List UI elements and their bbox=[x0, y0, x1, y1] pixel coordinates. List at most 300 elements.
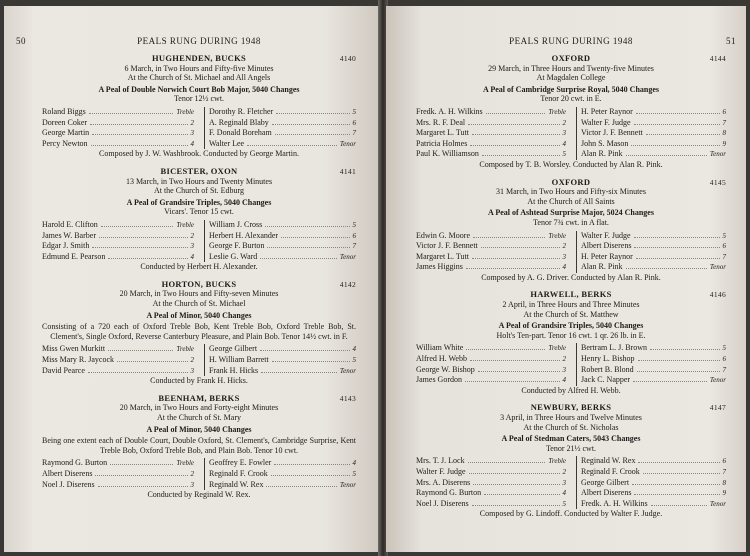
bell-number: 2 bbox=[562, 467, 566, 476]
entries bbox=[416, 54, 726, 519]
bell-number: Treble bbox=[176, 345, 194, 354]
bell-number: 8 bbox=[722, 478, 726, 487]
bell-number: 2 bbox=[190, 469, 194, 478]
peal-number: 4143 bbox=[339, 393, 356, 403]
bell-number: 6 bbox=[352, 118, 356, 127]
leader-dots bbox=[98, 486, 188, 487]
ringer-row bbox=[209, 252, 356, 263]
ringer-name: Reginald W. Rex bbox=[209, 479, 264, 489]
ringers-left bbox=[416, 231, 566, 273]
peal-title: A Peal of Stedman Caters, 5043 Changes bbox=[501, 434, 641, 444]
leader-dots bbox=[101, 226, 174, 227]
ringer-name: Frank H. Hicks bbox=[209, 365, 259, 375]
leader-dots bbox=[632, 484, 719, 485]
peal-entry bbox=[42, 394, 356, 500]
ringers-right bbox=[576, 107, 726, 160]
leader-dots bbox=[89, 113, 174, 114]
bell-number: 7 bbox=[722, 252, 726, 261]
peal-title: A Peal of Minor, 5040 Changes bbox=[146, 310, 252, 320]
peal-credits: Conducted by Frank H. Hicks. bbox=[150, 376, 248, 386]
ringer-row bbox=[416, 262, 566, 273]
leader-dots bbox=[92, 134, 187, 135]
ringer-row bbox=[416, 365, 566, 376]
peal-title: A Peal of Minor, 5040 Changes bbox=[146, 424, 252, 434]
leader-dots bbox=[260, 350, 349, 351]
ringers-right bbox=[576, 456, 726, 509]
ringer-row bbox=[581, 128, 726, 139]
peal-credits: Composed by T. B. Worsley. Conducted by Alan R. Pink. bbox=[479, 159, 663, 169]
leader-dots bbox=[637, 371, 720, 372]
leader-dots bbox=[634, 247, 719, 248]
ringer-row bbox=[416, 231, 566, 242]
bell-number: 6 bbox=[722, 457, 726, 466]
peal-tenor: Tenor 12½ cwt. bbox=[173, 94, 225, 104]
peal-church: At the Church of St. Matthew bbox=[523, 309, 619, 319]
ringer-name: Robert B. Blond bbox=[581, 364, 634, 374]
ringer-name: William J. Cross bbox=[209, 219, 263, 229]
ringer-row bbox=[581, 107, 726, 118]
place-name: HARWELL, BERKS bbox=[530, 289, 612, 300]
place-name: NEWBURY, BERKS bbox=[530, 402, 612, 413]
ringer-name: Roland Biggs bbox=[42, 106, 86, 116]
leader-dots bbox=[274, 464, 349, 465]
ringer-name: Miss Mary R. Jaycock bbox=[42, 355, 114, 365]
ringer-name: Noel J. Diserens bbox=[42, 479, 95, 489]
ringer-row bbox=[209, 118, 356, 129]
ringer-name: Albert Diserens bbox=[581, 488, 632, 498]
bell-number: 3 bbox=[562, 365, 566, 374]
ringer-row bbox=[209, 344, 356, 355]
peal-number: 4146 bbox=[709, 290, 726, 300]
leader-dots bbox=[470, 145, 559, 146]
leader-dots bbox=[271, 475, 350, 476]
bell-number: 3 bbox=[190, 480, 194, 489]
bell-number: 4 bbox=[562, 489, 566, 498]
ringer-row bbox=[581, 467, 726, 478]
ringer-name: James Gordon bbox=[416, 375, 462, 385]
ringer-name: Mrs. A. Diserens bbox=[416, 477, 471, 487]
peal-date: 6 March, in Two Hours and Fifty-five Minutes bbox=[124, 63, 274, 73]
ringer-row bbox=[416, 456, 566, 467]
ringer-row bbox=[42, 241, 194, 252]
bell-number: 2 bbox=[190, 231, 194, 240]
bell-number: 2 bbox=[562, 118, 566, 127]
leader-dots bbox=[266, 486, 336, 487]
bell-number: 3 bbox=[190, 366, 194, 375]
bell-number: 3 bbox=[562, 129, 566, 138]
ringer-name: Walter F. Judge bbox=[581, 117, 631, 127]
bell-number: 4 bbox=[352, 459, 356, 468]
leader-dots bbox=[651, 505, 707, 506]
place-name: BICESTER, OXON bbox=[160, 165, 238, 176]
ringer-row bbox=[581, 241, 726, 252]
ringers-left bbox=[42, 107, 194, 149]
leader-dots bbox=[261, 372, 337, 373]
peal-place bbox=[42, 167, 356, 177]
leader-dots bbox=[466, 268, 560, 269]
ringers-left bbox=[42, 220, 194, 262]
running-head bbox=[416, 36, 736, 50]
bell-number: 4 bbox=[562, 376, 566, 385]
leader-dots bbox=[638, 462, 719, 463]
ringer-row bbox=[581, 375, 726, 386]
leader-dots bbox=[634, 237, 720, 238]
ringer-name: Dorothy R. Fletcher bbox=[209, 106, 274, 116]
ringer-row bbox=[581, 262, 726, 273]
bell-number: Tenor bbox=[709, 499, 726, 508]
peal-place bbox=[42, 394, 356, 404]
ringer-row bbox=[416, 488, 566, 499]
ringer-name: H. William Barrett bbox=[209, 355, 269, 365]
leader-dots bbox=[90, 124, 187, 125]
ringer-name: Doreen Coker bbox=[42, 117, 88, 127]
leader-dots bbox=[247, 145, 337, 146]
peal-place bbox=[416, 178, 726, 188]
leader-dots bbox=[275, 134, 350, 135]
bell-number: 6 bbox=[352, 231, 356, 240]
peal-date: 13 March, in Two Hours and Twenty Minutes bbox=[125, 176, 273, 186]
bell-number: 7 bbox=[352, 242, 356, 251]
bell-number: 7 bbox=[722, 365, 726, 374]
ringer-name: Raymond G. Burton bbox=[416, 488, 482, 498]
ringer-name: Noel J. Diserens bbox=[416, 498, 469, 508]
ringer-row bbox=[209, 220, 356, 231]
peal-church: At the Church of St. Edburg bbox=[153, 186, 245, 196]
peal-credits: Conducted by Herbert H. Alexander. bbox=[140, 262, 258, 272]
ringer-row bbox=[581, 343, 726, 354]
leader-dots bbox=[108, 350, 173, 351]
ringer-row bbox=[581, 231, 726, 242]
peal-number: 4141 bbox=[339, 166, 356, 176]
peal-place bbox=[42, 54, 356, 64]
bell-number: 6 bbox=[722, 242, 726, 251]
place-name: BEENHAM, BERKS bbox=[158, 392, 240, 403]
bell-number: 7 bbox=[352, 129, 356, 138]
leader-dots bbox=[272, 361, 350, 362]
leader-dots bbox=[638, 360, 720, 361]
bell-number: 3 bbox=[562, 252, 566, 261]
bell-number: 6 bbox=[722, 355, 726, 364]
bell-number: 5 bbox=[352, 356, 356, 365]
leader-dots bbox=[91, 145, 188, 146]
ringer-name: Victor J. F. Bennett bbox=[581, 128, 643, 138]
leader-dots bbox=[110, 464, 173, 465]
ringer-row bbox=[42, 231, 194, 242]
peal-credits: Composed by A. G. Driver. Conducted by Alan R. Pink. bbox=[481, 272, 661, 282]
leader-dots bbox=[260, 258, 337, 259]
peal-title: A Peal of Double Norwich Court Bob Major, 5040 Changes bbox=[98, 84, 300, 94]
ringer-name: Paul K. Williamson bbox=[416, 149, 479, 159]
peal-date: 29 March, in Three Hours and Twenty-five Minutes bbox=[488, 63, 654, 73]
ringers-right bbox=[204, 458, 356, 490]
leader-dots bbox=[626, 268, 707, 269]
peal-credits: Conducted by Alfred H. Webb. bbox=[521, 385, 621, 395]
bell-number: Treble bbox=[176, 220, 194, 229]
peal-number: 4144 bbox=[709, 54, 726, 63]
leader-dots bbox=[117, 361, 188, 362]
ringer-name: Walter F. Judge bbox=[416, 466, 466, 476]
peal-credits: Conducted by Reginald W. Rex. bbox=[147, 490, 251, 500]
peal-number: 4145 bbox=[709, 177, 726, 187]
ringer-name: Margaret L. Tutt bbox=[416, 128, 469, 138]
ringer-name: Margaret L. Tutt bbox=[416, 251, 469, 261]
peal-date: 31 March, in Two Hours and Fifty-six Minutes bbox=[496, 187, 646, 197]
leader-dots bbox=[646, 134, 720, 135]
place-name: HORTON, BUCKS bbox=[161, 278, 237, 289]
ringer-row bbox=[416, 107, 566, 118]
ringer-name: Fredk. A. H. Wilkins bbox=[416, 106, 483, 116]
leader-dots bbox=[265, 226, 349, 227]
peal-description: Consisting of a 720 each of Oxford Treble Bob, Kent Treble Bob, Oxford Treble Bob, St. Clement's, Single Oxford, Reverse Canterbury Pleasure, and Plain Bob. Tenor 14½ cwt. in F. bbox=[42, 322, 356, 341]
ringer-row bbox=[416, 139, 566, 150]
leader-dots bbox=[643, 473, 720, 474]
leader-dots bbox=[281, 237, 349, 238]
bell-number: 5 bbox=[352, 107, 356, 116]
ringer-row bbox=[209, 458, 356, 469]
ringer-name: Harold E. Clifton bbox=[42, 219, 98, 229]
ringer-name: George Gilbert bbox=[581, 477, 630, 487]
left-page bbox=[4, 6, 380, 552]
bell-number: 3 bbox=[190, 129, 194, 138]
leader-dots bbox=[468, 124, 559, 125]
bell-number: 6 bbox=[722, 107, 726, 116]
leader-dots bbox=[472, 505, 560, 506]
ringer-name: Jack C. Napper bbox=[581, 375, 631, 385]
ringers-left bbox=[416, 456, 566, 509]
ringer-name: Mrs. R. F. Deal bbox=[416, 117, 466, 127]
running-head-title: PEALS RUNG DURING 1948 bbox=[509, 36, 633, 46]
ringer-name: Miss Gwen Murkitt bbox=[42, 344, 106, 354]
bell-number: 5 bbox=[352, 469, 356, 478]
ringers-right bbox=[576, 231, 726, 273]
ringer-grid bbox=[416, 107, 726, 160]
ringer-row bbox=[209, 128, 356, 139]
ringer-name: Edwin G. Moore bbox=[416, 230, 470, 240]
ringer-row bbox=[42, 480, 194, 491]
bell-number: Tenor bbox=[709, 263, 726, 272]
leader-dots bbox=[473, 484, 559, 485]
ringer-grid bbox=[416, 343, 726, 385]
leader-dots bbox=[472, 134, 560, 135]
ringer-name: Raymond G. Burton bbox=[42, 458, 108, 468]
ringer-name: Geoffrey E. Fowler bbox=[209, 458, 272, 468]
ringer-row bbox=[42, 107, 194, 118]
bell-number: 5 bbox=[562, 150, 566, 159]
bell-number: 2 bbox=[190, 356, 194, 365]
leader-dots bbox=[99, 237, 188, 238]
peal-church: At the Church of St. Michael bbox=[152, 299, 246, 309]
bell-number: 4 bbox=[190, 252, 194, 261]
peal-tenor: Vicars'. Tenor 15 cwt. bbox=[164, 207, 234, 217]
entries bbox=[42, 54, 356, 500]
peal-church: At Magdalen College bbox=[536, 73, 606, 83]
ringer-row bbox=[581, 139, 726, 150]
ringer-grid bbox=[416, 231, 726, 273]
peal-description: Being one extent each of Double Court, Double Oxford, St. Clement's, Cambridge Surprise, Kent Treble Bob, Oxford Treble Bob, and Plain Bob. Tenor 10 cwt. bbox=[42, 436, 356, 455]
ringer-row bbox=[42, 344, 194, 355]
ringer-row bbox=[209, 469, 356, 480]
ringer-name: Walter Lee bbox=[209, 138, 245, 148]
bell-number: 7 bbox=[722, 467, 726, 476]
ringer-name: Walter F. Judge bbox=[581, 230, 631, 240]
bell-number: 3 bbox=[190, 242, 194, 251]
bell-number: 9 bbox=[722, 139, 726, 148]
peal-date: 20 March, in Two Hours and Forty-eight Minutes bbox=[119, 403, 279, 413]
ringer-row bbox=[416, 128, 566, 139]
ringers-left bbox=[416, 107, 566, 160]
ringer-grid bbox=[42, 220, 356, 262]
bell-number: 8 bbox=[722, 129, 726, 138]
peal-place bbox=[416, 403, 726, 413]
peal-date: 2 April, in Three Hours and Three Minutes bbox=[502, 300, 640, 310]
ringer-name: Edmund E. Pearson bbox=[42, 251, 106, 261]
bell-number: Tenor bbox=[339, 252, 356, 261]
peal-entry bbox=[416, 290, 726, 395]
leader-dots bbox=[466, 349, 545, 350]
leader-dots bbox=[267, 247, 349, 248]
ringer-row bbox=[209, 366, 356, 377]
ringer-row bbox=[42, 118, 194, 129]
leader-dots bbox=[481, 247, 560, 248]
ringer-row bbox=[209, 241, 356, 252]
ringer-name: Bertram L. J. Brown bbox=[581, 343, 647, 353]
ringer-grid bbox=[42, 107, 356, 149]
bell-number: Treble bbox=[548, 457, 566, 466]
ringers-right bbox=[204, 344, 356, 376]
ringer-row bbox=[581, 118, 726, 129]
ringer-name: Alan R. Pink bbox=[581, 262, 623, 272]
ringers-right bbox=[576, 343, 726, 385]
ringer-name: Fredk. A. H. Wilkins bbox=[581, 498, 648, 508]
leader-dots bbox=[468, 462, 546, 463]
peal-tenor: Tenor 20 cwt. in E. bbox=[540, 94, 602, 104]
bell-number: Treble bbox=[548, 344, 566, 353]
place-name: OXFORD bbox=[551, 53, 591, 63]
ringer-name: Victor J. F. Bennett bbox=[416, 241, 478, 251]
peal-number: 4140 bbox=[339, 54, 356, 63]
bell-number: 2 bbox=[562, 355, 566, 364]
leader-dots bbox=[478, 371, 560, 372]
leader-dots bbox=[631, 145, 719, 146]
peal-place bbox=[42, 280, 356, 290]
ringer-row bbox=[42, 220, 194, 231]
peal-tenor: Holt's Ten-part. Tenor 16 cwt. 1 qr. 26 lb. in E. bbox=[496, 330, 646, 340]
page-number: 51 bbox=[726, 36, 736, 46]
ringer-name: Henry L. Bishop bbox=[581, 354, 635, 364]
ringer-row bbox=[209, 355, 356, 366]
page-number: 50 bbox=[16, 36, 26, 46]
bell-number: 5 bbox=[352, 220, 356, 229]
ringer-row bbox=[416, 252, 566, 263]
ringer-row bbox=[209, 139, 356, 150]
ringer-name: Albert Diserens bbox=[42, 468, 93, 478]
leader-dots bbox=[465, 381, 560, 382]
bell-number: 2 bbox=[562, 242, 566, 251]
leader-dots bbox=[92, 247, 187, 248]
leader-dots bbox=[472, 258, 560, 259]
right-page bbox=[386, 6, 746, 552]
place-name: OXFORD bbox=[551, 176, 591, 187]
ringer-row bbox=[581, 456, 726, 467]
bell-number: 3 bbox=[562, 478, 566, 487]
peal-title: A Peal of Ashtead Surprise Major, 5024 Changes bbox=[488, 208, 654, 218]
ringer-name: Herbert H. Alexander bbox=[209, 230, 279, 240]
ringer-name: James Higgins bbox=[416, 262, 463, 272]
peal-number: 4147 bbox=[709, 403, 726, 413]
bell-number: Tenor bbox=[339, 480, 356, 489]
peal-entry bbox=[416, 54, 726, 170]
bell-number: 4 bbox=[190, 139, 194, 148]
peal-entry bbox=[42, 167, 356, 272]
ringer-name: Percy Newton bbox=[42, 138, 88, 148]
peal-credits: Composed by J. W. Washbrook. Conducted by George Martin. bbox=[99, 149, 299, 159]
leader-dots bbox=[484, 494, 559, 495]
ringer-name: Patricia Holmes bbox=[416, 138, 468, 148]
bell-number: 7 bbox=[722, 118, 726, 127]
peal-tenor: Tenor 7¾ cwt. in A flat. bbox=[533, 217, 609, 227]
leader-dots bbox=[473, 237, 545, 238]
ringer-name: A. Reginald Blaby bbox=[209, 117, 269, 127]
leader-dots bbox=[482, 155, 560, 156]
ringer-name: David Pearce bbox=[42, 365, 85, 375]
ringer-row bbox=[209, 480, 356, 491]
leader-dots bbox=[486, 113, 546, 114]
ringers-left bbox=[42, 458, 194, 490]
ringers-left bbox=[42, 344, 194, 376]
ringers-right bbox=[204, 220, 356, 262]
peal-church: At the Church of St. Mary bbox=[157, 413, 241, 422]
ringer-name: John S. Mason bbox=[581, 138, 629, 148]
ringer-row bbox=[42, 252, 194, 263]
ringer-row bbox=[581, 499, 726, 510]
bell-number: 2 bbox=[190, 118, 194, 127]
ringer-row bbox=[581, 488, 726, 499]
bell-number: Tenor bbox=[339, 139, 356, 148]
peal-tenor: Tenor 21½ cwt. bbox=[545, 443, 597, 453]
ringer-row bbox=[42, 128, 194, 139]
bell-number: Treble bbox=[548, 107, 566, 116]
leader-dots bbox=[650, 349, 720, 350]
ringer-name: Alan R. Pink bbox=[581, 149, 623, 159]
ringer-row bbox=[581, 478, 726, 489]
leader-dots bbox=[88, 372, 188, 373]
ringer-name: F. Donald Boreham bbox=[209, 128, 272, 138]
ringer-row bbox=[581, 354, 726, 365]
leader-dots bbox=[276, 113, 349, 114]
ringer-row bbox=[581, 252, 726, 263]
leader-dots bbox=[470, 360, 560, 361]
leader-dots bbox=[636, 258, 720, 259]
bell-number: 4 bbox=[352, 345, 356, 354]
peal-date: 3 April, in Three Hours and Twelve Minutes bbox=[500, 413, 642, 422]
leader-dots bbox=[108, 258, 187, 259]
ringer-row bbox=[416, 354, 566, 365]
bell-number: Tenor bbox=[709, 376, 726, 385]
peal-title: A Peal of Cambridge Surprise Royal, 5040 Changes bbox=[483, 84, 659, 94]
ringers-left bbox=[416, 343, 566, 385]
bell-number: 4 bbox=[562, 263, 566, 272]
ringer-row bbox=[416, 241, 566, 252]
ringer-name: H. Peter Raynor bbox=[581, 251, 633, 261]
ringer-row bbox=[42, 469, 194, 480]
running-head-title: PEALS RUNG DURING 1948 bbox=[137, 36, 261, 46]
ringer-name: George W. Bishop bbox=[416, 364, 475, 374]
ringer-row bbox=[416, 499, 566, 510]
peal-place bbox=[416, 54, 726, 64]
ringer-row bbox=[209, 231, 356, 242]
peal-entry bbox=[416, 403, 726, 519]
ringer-name: Alfred H. Webb bbox=[416, 354, 467, 364]
